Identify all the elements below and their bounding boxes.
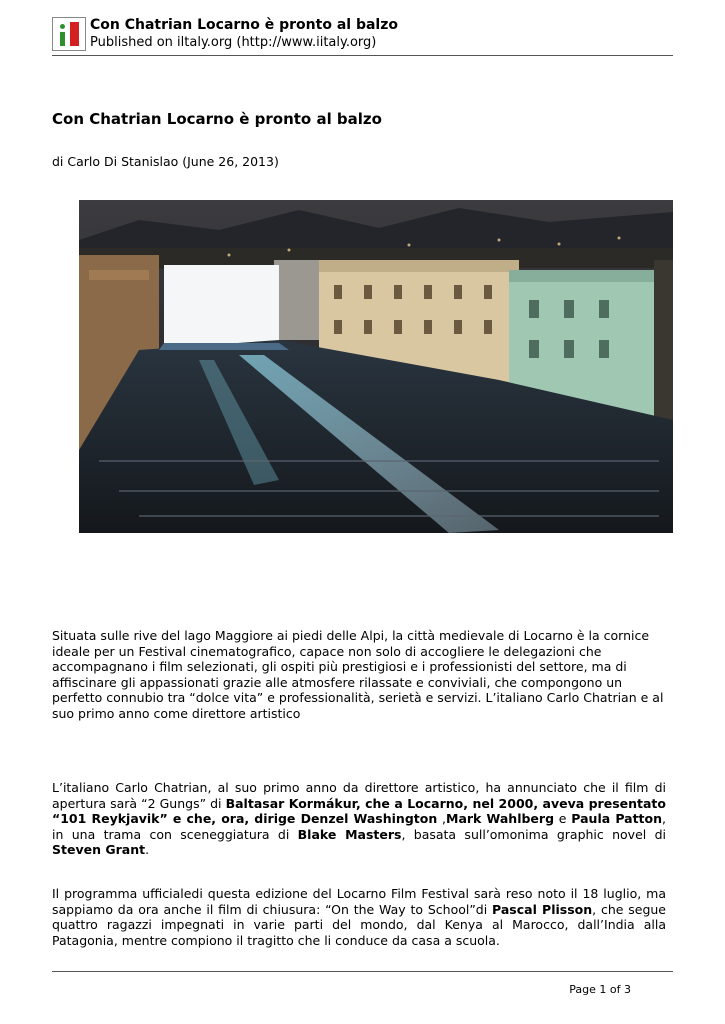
article-byline: di Carlo Di Stanislao (June 26, 2013) (52, 154, 279, 169)
locarno-piazza-photo (79, 200, 673, 533)
iitaly-logo (52, 17, 86, 51)
paragraph-opening-film: L’italiano Carlo Chatrian, al suo primo anno da direttore artistico, ha annunciato che il film di apertura sarà “2 Gungs” di Baltasar Kormákur, che a Locarno, nel 2000, aveva presentato “101 Reykjavik” e che, ora, dirige Denzel Washington ,Mark Wahlberg e Paula Patton, in una trama con sceneggiatura di Blake Masters, basata sull’omonima graphic novel di Steven Grant. (52, 780, 667, 857)
header-source[interactable]: Published on iltaly.org (http://www.iitaly.org) (90, 35, 377, 50)
paragraph-closing-film: Il programma ufficialedi questa edizione del Locarno Film Festival sarà reso noto il 18 luglio, ma sappiamo da ora anche il film di chiusura: “On the Way to School”di Pascal Plisson, che segue quattro ragazzi impegnati in varie parti del mondo, dal Kenya al Marocco, dall’India alla Patagonia, mentre compiono il tragitto che li conduce da casa a scuola. (52, 886, 666, 948)
page-number: Page 1 of 3 (569, 983, 631, 996)
page-header (52, 17, 673, 56)
paragraph-intro: Situata sulle rive del lago Maggiore ai piedi delle Alpi, la città medievale di Locarno è la cornice ideale per un Festival cinematografico, capace non solo di accogliere le delegazioni che accompagnano i film selezionati, gli ospiti più prestigiosi e i professionisti del settore, ma di affiscinare gli appassionati grazie alle atmosfere rilassate e conviviali, che compongono un perfetto connubio tra “dolce vita” e professionalità, serietà e servizi. L’italiano Carlo Chatrian e al suo primo anno come direttore artistico (52, 628, 664, 721)
footer-divider (52, 971, 673, 972)
header-title: Con Chatrian Locarno è pronto al balzo (90, 17, 398, 33)
article-title: Con Chatrian Locarno è pronto al balzo (52, 110, 382, 128)
